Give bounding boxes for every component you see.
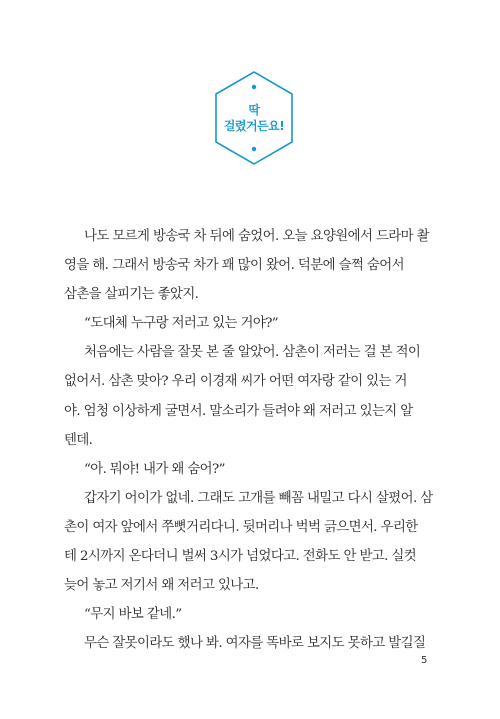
dialogue-line: “아. 뭐야! 내가 왜 숨어?”	[84, 461, 225, 477]
text-line: 야. 엄청 이상하게 굴면서. 말소리가 들려야 왜 저러고 있는지 알	[64, 403, 413, 419]
text-line: 촌이 여자 앞에서 쭈뼛거리다니. 뒷머리나 벅벅 긁으면서. 우리한	[64, 519, 418, 535]
chapter-title-badge	[212, 70, 296, 166]
text-line: 무슨 잘못이라도 했나 봐. 여자를 똑바로 보지도 못하고 발길질	[84, 636, 426, 652]
dialogue-line: “무지 바보 같네.”	[84, 607, 182, 623]
story-body	[64, 222, 436, 658]
text-line: 늦어 놓고 저기서 왜 저러고 있나고.	[64, 578, 259, 594]
text-line: 텐데.	[64, 432, 93, 448]
dialogue-line: “도대체 누구랑 저러고 있는 거야?”	[84, 316, 279, 332]
text-line: 영을 해. 그래서 방송국 차가 꽤 많이 왔어. 덕분에 슬쩍 숨어서	[64, 258, 404, 274]
text-line: 테 2시까지 온다더니 벌써 3시가 넘었다고. 전화도 안 받고. 실컷	[64, 549, 417, 565]
text-line: 갑자기 어이가 없네. 그래도 고개를 빼꼼 내밀고 다시 살폈어. 삼	[84, 490, 433, 506]
chapter-title-line2: 걸렸거든요!	[223, 119, 285, 133]
text-line: 없어서. 삼촌 맞아? 우리 이경재 씨가 어떤 여자랑 같이 있는 거	[64, 374, 407, 390]
chapter-title-line1: 딱	[248, 103, 260, 117]
text-line: 처음에는 사람을 잘못 본 줄 알았어. 삼촌이 저러는 걸 본 적이	[84, 345, 421, 361]
text-line: 나도 모르게 방송국 차 뒤에 숨었어. 오늘 요양원에서 드라마 촬	[84, 229, 429, 244]
text-line: 삼촌을 살피기는 좋았지.	[64, 287, 199, 303]
page-number: 5	[421, 655, 428, 666]
